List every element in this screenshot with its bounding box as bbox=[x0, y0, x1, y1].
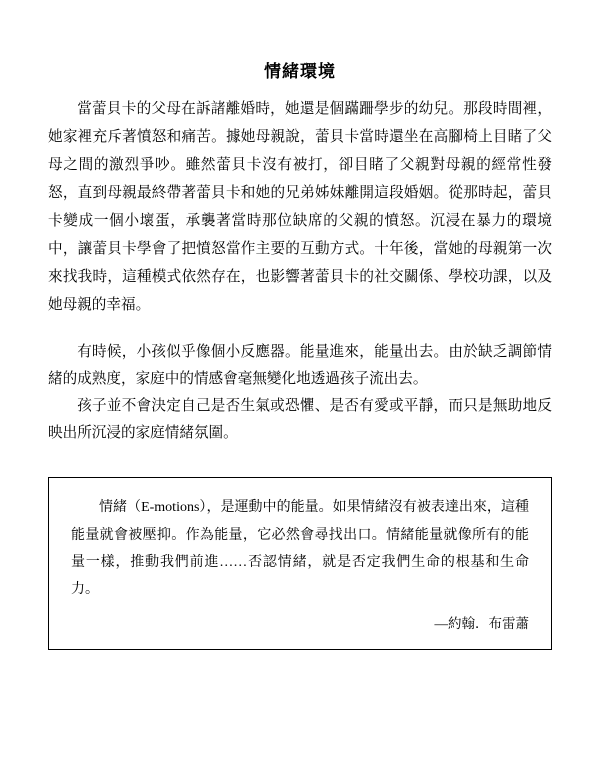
quote-attribution: —約翰．布雷蕭 bbox=[434, 616, 529, 632]
body-section-secondary bbox=[48, 339, 552, 447]
paragraph: 孩子並不會決定自己是否生氣或恐懼、是否有愛或平靜，而只是無助地反映出所沉浸的家庭情緒氛圍。 bbox=[48, 398, 552, 442]
quote-box bbox=[48, 477, 552, 650]
paragraph: 有時候，小孩似乎像個小反應器。能量進來，能量出去。由於缺乏調節情緒的成熟度，家庭中的情感會毫無變化地透過孩子流出去。 bbox=[48, 344, 552, 388]
body-section-main bbox=[48, 95, 552, 319]
paragraph: 當蕾貝卡的父母在訴諸離婚時，她還是個蹣跚學步的幼兒。那段時間裡，她家裡充斥著憤怒和痛苦。據她母親說，蕾貝卡當時還坐在高腳椅上目睹了父母之間的激烈爭吵。雖然蕾貝卡沒有被打，卻目睹了父親對母親的經常性發怒，直到母親最終帶著蕾貝卡和她的兄弟姊妹離開這段婚姻。從那時起，蕾貝卡變成一個小壞蛋，承襲著當時那位缺席的父親的憤怒。沉浸在暴力的環境中，讓蕾貝卡學會了把憤怒當作主要的互動方式。十年後，當她的母親第一次來找我時，這種模式依然存在，也影響著蕾貝卡的社交關係、學校功課，以及她母親的幸福。 bbox=[48, 101, 552, 314]
page-title: 情緒環境 bbox=[264, 62, 336, 81]
quote-text: 情緒（E-motions），是運動中的能量。如果情緒沒有被表達出來，這種能量就會被壓抑。作為能量，它必然會尋找出口。情緒能量就像所有的能量一樣，推動我們前進……否認情緒，就是否定我們生命的根基和生命力。 bbox=[71, 500, 529, 598]
